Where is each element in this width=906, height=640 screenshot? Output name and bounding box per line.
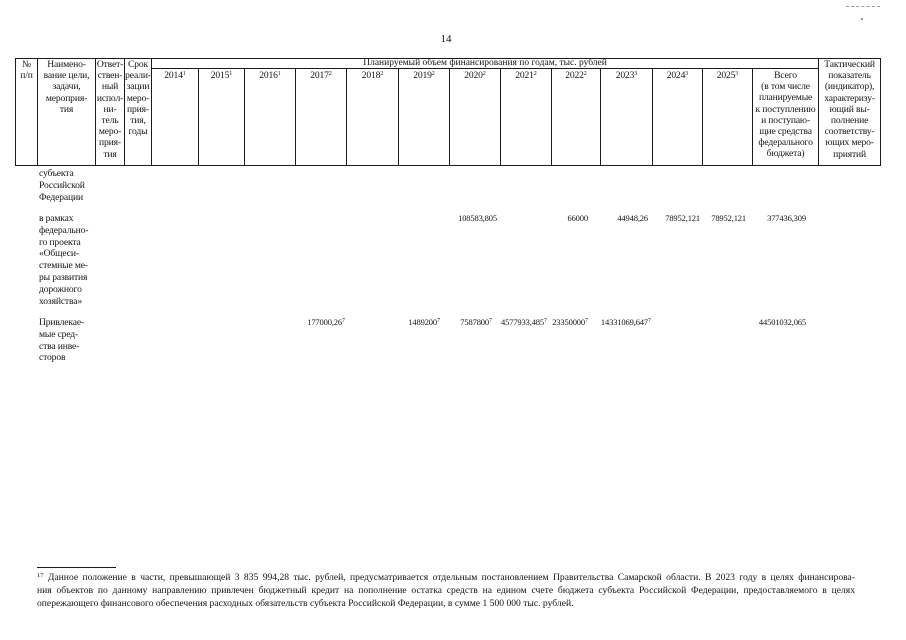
empty-cell <box>151 317 198 377</box>
value-footnote-mark: 7 <box>544 318 547 324</box>
footnote-line <box>37 597 855 610</box>
header-year-2020 <box>450 69 501 166</box>
value-footnote-mark: 7 <box>489 318 492 324</box>
empty-cell <box>500 213 551 317</box>
empty-cell <box>295 166 346 213</box>
empty-cell <box>198 166 244 213</box>
value-2023: 44948,26 <box>617 213 648 223</box>
header-year-2014 <box>152 69 199 166</box>
empty-cell <box>652 166 702 213</box>
value-2017 <box>295 317 346 377</box>
row-name: субъекта Российской Федерации <box>39 168 85 203</box>
footnote <box>37 571 855 610</box>
year-footnote-mark: 2 <box>328 71 332 77</box>
header-number: № п/п <box>16 59 38 166</box>
empty-cell <box>244 166 295 213</box>
empty-cell <box>95 317 124 377</box>
value-number: 14331069,647 <box>600 317 648 327</box>
header-indicator: Тактический показатель (индикатор), характеризу- ющий вы- полнение соответству- ющих меро- приятий <box>819 59 881 166</box>
footnote-line <box>37 571 855 584</box>
empty-cell <box>15 166 37 213</box>
empty-cell <box>818 213 880 317</box>
empty-cell <box>95 213 124 317</box>
value-2023 <box>600 317 652 377</box>
empty-cell <box>346 166 398 213</box>
value-number: 4577933,485 <box>501 317 544 327</box>
value-number: 23350000 <box>552 317 585 327</box>
year-footnote-mark: 2 <box>482 71 486 77</box>
header-total: Всего (в том числе планируемые к поступлению и поступаю- щие средства федерального бюджета) <box>753 69 819 166</box>
year-footnote-mark: 2 <box>583 71 587 77</box>
header-name: Наимено- вание цели, задачи, мероприя- тия <box>38 59 96 166</box>
year-footnote-mark: 2 <box>533 71 537 77</box>
empty-cell <box>398 213 449 317</box>
year-label: 2015 <box>210 70 230 81</box>
year-footnote-mark: 1 <box>182 71 186 77</box>
empty-cell <box>15 213 37 317</box>
value-number: 7587800 <box>460 317 489 327</box>
table-row <box>15 166 880 213</box>
scan-speck <box>861 18 863 20</box>
header-year-2017 <box>296 69 347 166</box>
year-label: 2018 <box>361 70 381 81</box>
year-label: 2022 <box>565 70 584 81</box>
header-year-2023 <box>601 69 653 166</box>
year-label: 2014 <box>164 70 183 81</box>
header-year-2018 <box>347 69 399 166</box>
value-2021 <box>500 317 551 377</box>
header-executor: Ответ- ствен- ный испол- ни- тель меро- прия- тия <box>96 59 125 166</box>
value-total: 44501032,065 <box>758 317 806 327</box>
empty-cell <box>151 213 198 317</box>
year-label: 2020 <box>464 70 483 81</box>
empty-cell <box>124 166 151 213</box>
empty-cell <box>124 317 151 377</box>
header-year-2024 <box>653 69 703 166</box>
empty-cell <box>752 166 818 213</box>
value-2020 <box>449 317 500 377</box>
value-2022 <box>551 317 600 377</box>
empty-cell <box>652 317 702 377</box>
value-footnote-mark: 7 <box>342 318 345 324</box>
empty-cell <box>198 317 244 377</box>
value-footnote-mark: 7 <box>585 318 588 324</box>
year-label: 2017 <box>310 70 329 81</box>
scan-mark <box>846 6 880 7</box>
empty-cell <box>151 166 198 213</box>
header-year-2022 <box>552 69 601 166</box>
year-footnote-mark: 1 <box>277 71 281 77</box>
value-total: 377436,309 <box>767 213 806 223</box>
year-label: 2021 <box>515 70 534 81</box>
empty-cell <box>244 213 295 317</box>
table-row <box>15 317 880 377</box>
year-label: 2016 <box>259 70 278 81</box>
empty-cell <box>500 166 551 213</box>
value-footnote-mark: 7 <box>437 318 440 324</box>
footnote-marker: 17 <box>37 572 44 579</box>
row-name: Привлекае- мые сред- ства инве- сторов <box>39 317 85 364</box>
empty-cell <box>702 166 752 213</box>
value-2020: 108583,805 <box>458 213 497 223</box>
header-year-2025 <box>703 69 753 166</box>
year-footnote-mark: 3 <box>735 71 739 77</box>
header-financing-title: Планируемый объем финансирования по годам, тыс. рублей <box>152 59 819 69</box>
empty-cell <box>198 213 244 317</box>
value-2024: 78952,121 <box>665 213 700 223</box>
empty-cell <box>818 166 880 213</box>
table-row <box>15 213 880 317</box>
year-label: 2024 <box>666 70 686 81</box>
empty-cell <box>702 317 752 377</box>
value-footnote-mark: 7 <box>648 318 651 324</box>
empty-cell <box>15 317 37 377</box>
year-label: 2023 <box>615 70 635 81</box>
empty-cell <box>346 317 398 377</box>
header-year-2021 <box>501 69 552 166</box>
header-year-2015 <box>199 69 245 166</box>
value-number: 177000,26 <box>307 317 342 327</box>
year-label: 2019 <box>413 70 432 81</box>
footnote-text: опережающего финансового обеспечения расходных обязательств субъекта Российской Федерации, в сумме 1 500 000 тыс. рублей. <box>37 598 574 609</box>
footnote-separator <box>37 567 116 568</box>
footnote-text: ния объектов по данному направлению привлечен бюджетный кредит на пополнение остатка средств на едином счете бюджета субъекта Российской Федерации, предоставляемого в целях <box>37 585 855 596</box>
year-footnote-mark: 2 <box>380 71 384 77</box>
value-2019 <box>398 317 449 377</box>
year-label: 2025 <box>716 70 736 81</box>
financing-table-body <box>15 166 880 377</box>
empty-cell <box>295 213 346 317</box>
value-2025: 78952,121 <box>711 213 746 223</box>
year-footnote-mark: 1 <box>229 71 233 77</box>
empty-cell <box>95 166 124 213</box>
footnote-text: Данное положение в части, превышающей 3 835 994,28 тыс. рублей, предусматривается отдельным постановлением Правительства Самарской области. В 2023 году в целях финансирова- <box>47 572 855 583</box>
empty-cell <box>449 166 500 213</box>
footnote-line <box>37 584 855 597</box>
empty-cell <box>818 317 880 377</box>
row-name: в рамках федерально- го проекта «Общеси- стемные ме- ры развития дорожного хозяйства» <box>39 213 89 307</box>
empty-cell <box>551 166 600 213</box>
year-footnote-mark: 2 <box>431 71 435 77</box>
page-number: 14 <box>440 33 452 45</box>
year-footnote-mark: 3 <box>634 71 638 77</box>
empty-cell <box>124 213 151 317</box>
empty-cell <box>398 166 449 213</box>
financing-table-header <box>15 58 881 166</box>
header-term: Срок реали- зации меро- прия- тия, годы <box>125 59 152 166</box>
empty-cell <box>244 317 295 377</box>
value-number: 1489200 <box>408 317 437 327</box>
value-2022: 66000 <box>567 213 588 223</box>
empty-cell <box>600 166 652 213</box>
header-year-2016 <box>245 69 296 166</box>
header-year-2019 <box>399 69 450 166</box>
empty-cell <box>346 213 398 317</box>
year-footnote-mark: 3 <box>685 71 689 77</box>
